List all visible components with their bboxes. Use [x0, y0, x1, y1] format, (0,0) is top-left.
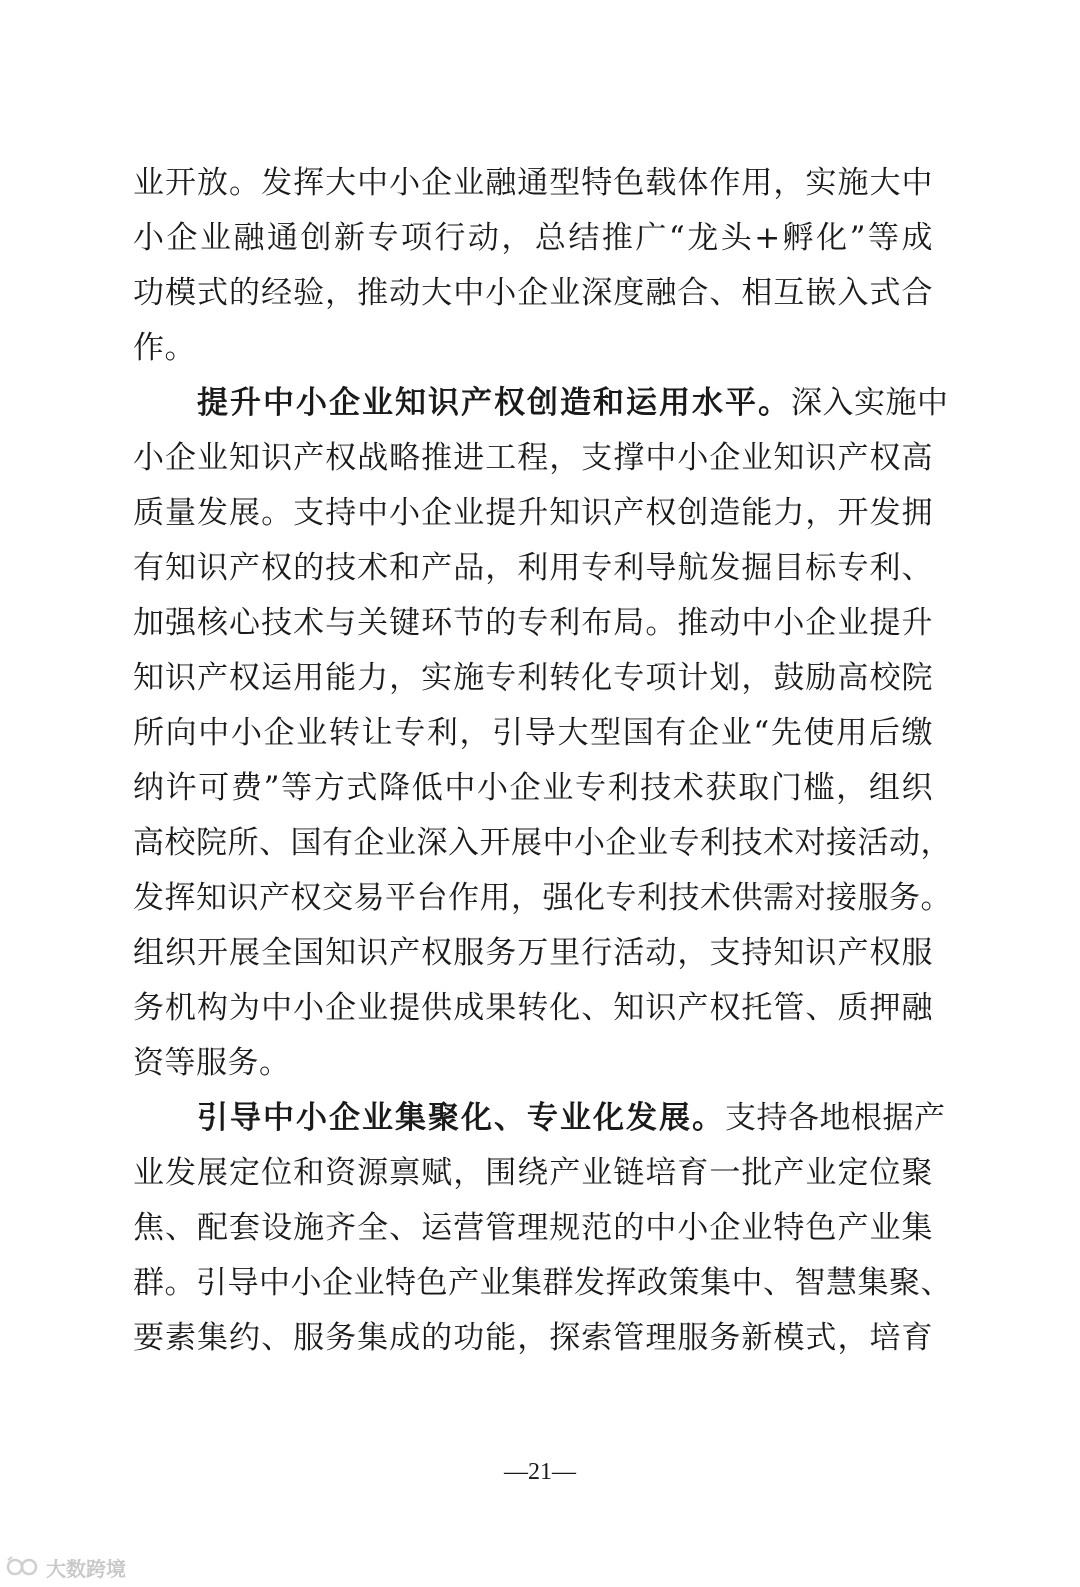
line-text: 知识产权运用能力，实施专利转化专项计划，鼓励高校院: [133, 660, 933, 696]
line-text: 业发展定位和资源禀赋，围绕产业链培育一批产业定位聚: [133, 1155, 933, 1191]
text-line: [133, 155, 933, 211]
line-text: 业开放。发挥大中小企业融通型特色载体作用，实施大中: [133, 165, 933, 201]
text-line: [133, 430, 933, 486]
text-line: [197, 375, 949, 431]
text-line: [133, 485, 933, 541]
text-line: [133, 320, 933, 376]
line-text: 加强核心技术与关键环节的专利布局。推动中小企业提升: [133, 605, 933, 641]
line-text: 深入实施中: [791, 385, 949, 421]
text-line: [133, 1255, 952, 1311]
text-line: [133, 815, 952, 871]
line-text: 组织开展全国知识产权服务万里行活动，支持知识产权服: [133, 935, 933, 971]
text-line: [133, 265, 933, 321]
line-text: 功模式的经验，推动大中小企业深度融合、相互嵌入式合: [133, 275, 933, 311]
text-line: [197, 1090, 946, 1146]
page-number: —21—: [504, 1459, 576, 1485]
text-line: [133, 1200, 933, 1256]
line-text: 作。: [133, 330, 196, 366]
text-line: [133, 210, 933, 266]
paragraph-heading: 提升中小企业知识产权创造和运用水平。: [197, 385, 791, 421]
text-line: [133, 1310, 933, 1366]
watermark: [6, 1552, 126, 1582]
text-line: [133, 760, 933, 816]
text-line: [133, 870, 952, 926]
text-line: [133, 540, 933, 596]
line-text: 质量发展。支持中小企业提升知识产权创造能力，开发拥: [133, 495, 933, 531]
line-text: 高校院所、国有企业深入开展中小企业专利技术对接活动，: [133, 825, 952, 861]
text-line: [133, 925, 933, 981]
line-text: 资等服务。: [133, 1045, 291, 1081]
line-text: 所向中小企业转让专利，引导大型国有企业“先使用后缴: [133, 715, 933, 751]
line-text: 小企业知识产权战略推进工程，支撑中小企业知识产权高: [133, 440, 933, 476]
text-line: [133, 650, 933, 706]
line-text: 支持各地根据产: [725, 1100, 946, 1136]
line-text: 要素集约、服务集成的功能，探索管理服务新模式，培育: [133, 1320, 933, 1356]
line-text: 焦、配套设施齐全、运营管理规范的中小企业特色产业集: [133, 1210, 933, 1246]
text-line: [133, 705, 933, 761]
line-text: 小企业融通创新专项行动，总结推广“龙头+孵化”等成: [133, 220, 933, 256]
line-text: 发挥知识产权交易平台作用，强化专利技术供需对接服务。: [133, 880, 952, 916]
line-text: 群。引导中小企业特色产业集群发挥政策集中、智慧集聚、: [133, 1265, 952, 1301]
line-text: 务机构为中小企业提供成果转化、知识产权托管、质押融: [133, 990, 933, 1026]
paragraph-heading: 引导中小企业集聚化、专业化发展。: [197, 1100, 725, 1136]
text-line: [133, 980, 933, 1036]
text-line: [133, 1145, 933, 1201]
watermark-logo-icon: [6, 1556, 40, 1578]
line-text: 有知识产权的技术和产品，利用专利导航发掘目标专利、: [133, 550, 933, 586]
text-line: [133, 1035, 933, 1091]
text-line: [133, 595, 933, 651]
line-text: 纳许可费”等方式降低中小企业专利技术获取门槛，组织: [133, 770, 933, 806]
watermark-text: 大数跨境: [46, 1556, 126, 1581]
